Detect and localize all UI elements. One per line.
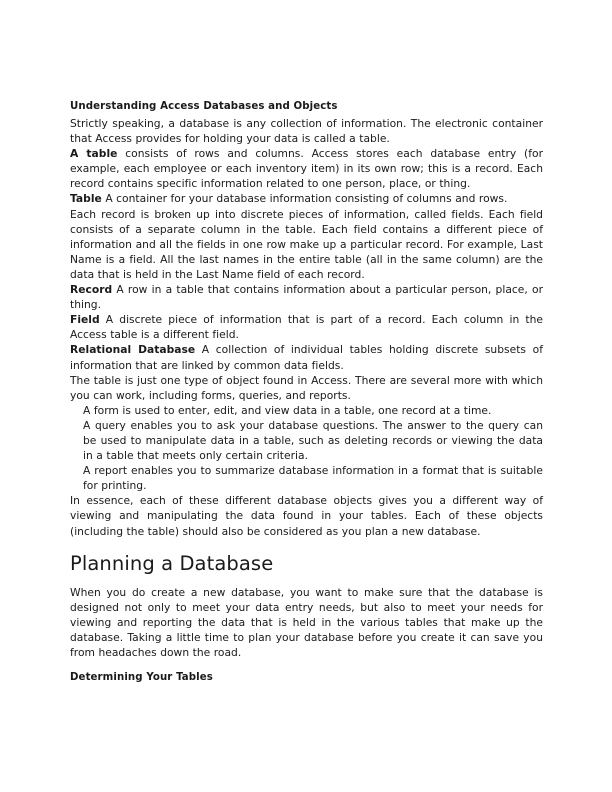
term-field: Field [70, 313, 100, 327]
paragraph-field-definition [70, 312, 543, 342]
paragraph-each-record-fields: Each record is broken up into discrete pieces of information, called fields. Each field consists of a separate column in the table. Each field contains a different piece of information and all the fields in one row make up a particular record. For example, Last Name is a field. All the last names in the entire table (all in the same column) are the data that is held in the Last Name field of each record. [70, 207, 543, 281]
paragraph-form-description: A form is used to enter, edit, and view data in a table, one record at a time. [83, 403, 492, 417]
term-relational-database: Relational Database [70, 343, 196, 357]
paragraph-table-is-one-object-type: The table is just one type of object found in Access. There are several more with which you can work, including forms, queries, and reports. [70, 373, 543, 402]
paragraph-a-table-definition [70, 146, 543, 191]
paragraph-report-description: A report enables you to summarize database information in a format that is suitable for printing. [83, 464, 543, 493]
main-heading-planning-a-database: Planning a Database [70, 551, 274, 575]
paragraph-a-table-text: consists of rows and columns. Access stores each database entry (for example, each employee or each inventory item) in its own row; this is a record. Each record contains specific information related to one person, place, or thing. [70, 147, 543, 191]
paragraph-table-definition [70, 191, 543, 206]
term-record: Record [70, 283, 113, 297]
paragraph-record-definition [70, 282, 543, 312]
term-table: Table [70, 192, 102, 206]
paragraph-relational-database-text: A collection of individual tables holding discrete subsets of information that are linked by common data fields. [70, 343, 543, 372]
section-heading-determining-your-tables: Determining Your Tables [70, 672, 213, 684]
term-a-table: A table [70, 147, 118, 161]
paragraph-record-text: A row in a table that contains information about a particular person, place, or thing. [70, 283, 543, 312]
paragraph-strictly-speaking: Strictly speaking, a database is any collection of information. The electronic container that Access provides for holding your data is called a table. [70, 117, 543, 146]
section-heading-understanding-access: Understanding Access Databases and Objects [70, 101, 338, 112]
paragraph-relational-database-definition [70, 342, 543, 372]
paragraph-field-text: A discrete piece of information that is part of a record. Each column in the Access table is a different field. [70, 313, 543, 342]
paragraph-when-you-create-new-database: When you do create a new database, you want to make sure that the database is designed not only to meet your data entry needs, but also to meet your needs for viewing and reporting the data that is held in the various tables that make up the database. Taking a little time to plan your database before you create it can save you from headaches down the road. [70, 585, 543, 659]
paragraph-query-description: A query enables you to ask your database questions. The answer to the query can be used to manipulate data in a table, such as deleting records or viewing the data in a table that meets only certain criteria. [83, 418, 543, 463]
section-spacer [70, 660, 543, 670]
document-body [70, 99, 543, 685]
paragraph-table-text: A container for your database information consisting of columns and rows. [101, 192, 508, 206]
paragraph-in-essence-summary: In essence, each of these different database objects gives you a different way of viewing and manipulating the data found in your tables. Each of these objects (including the table) should also be considered as you plan a new database. [70, 494, 543, 538]
